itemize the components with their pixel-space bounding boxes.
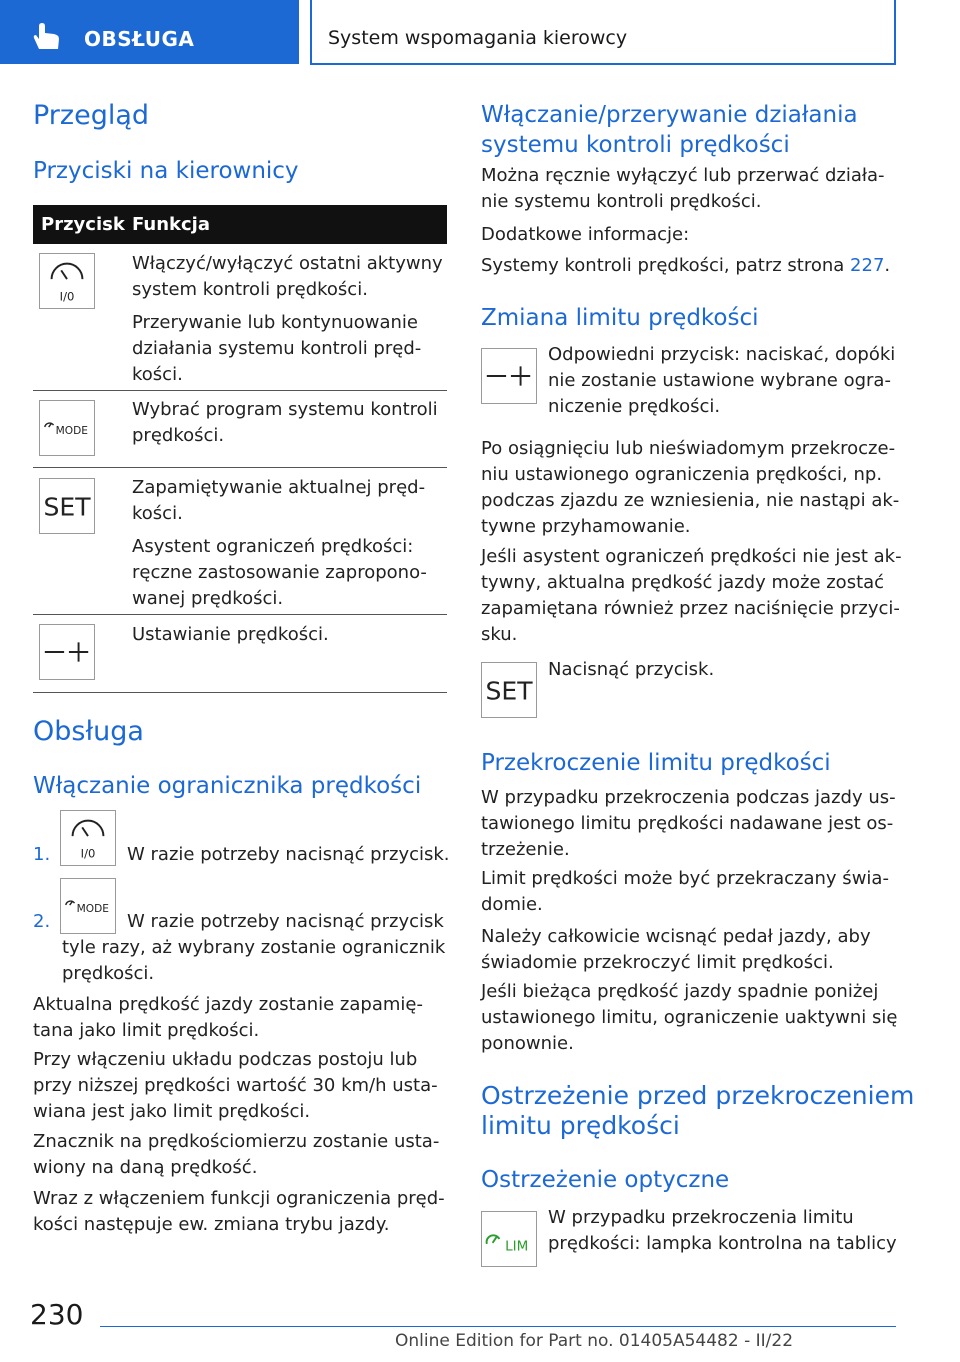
section-tab[interactable] xyxy=(0,0,299,64)
paragraph: Po osiągnięciu lub nieświadomym przekrocze- niu ustawionego ograniczenia prędkości, np. podczas zjazdu ze wzniesienia, nie nastąpi ak- tywne przyhamowanie. xyxy=(481,438,900,537)
paragraph: Jeśli asystent ograniczeń prędkości nie jest ak- tywny, aktualna prędkość jazdy może zostać zapamiętana również przez naciśnięcie przyci- sku. xyxy=(481,546,902,645)
section-tab-label: OBSŁUGA xyxy=(84,27,195,51)
table-row-1-text: Włączyć/wyłączyć ostatni aktywny system kontroli prędkości. Przerywanie lub kontynuowanie działania systemu kontroli pręd- kości. xyxy=(132,253,443,385)
onoff-icon-label: I/0 xyxy=(59,289,75,304)
hand-pointer-icon xyxy=(30,22,64,52)
change-heading: Zmiana limitu prędkości xyxy=(481,305,759,331)
change-text: Odpowiedni przycisk: naciskać, dopóki nie zostanie ustawione wybrane ogra- niczenie prędkości. xyxy=(548,344,896,417)
page-number: 230 xyxy=(30,1298,84,1331)
paragraph: Aktualna prędkość jazdy zostanie zapamię- tana jako limit prędkości. xyxy=(33,994,423,1041)
footer-rule xyxy=(100,1326,896,1327)
paragraph: Wraz z włączeniem funkcji ograniczenia pręd- kości następuje ew. zmiana trybu jazdy. xyxy=(33,1188,445,1235)
table-row-4-text: Ustawianie prędkości. xyxy=(132,624,329,645)
minus-plus-button-icon xyxy=(39,624,95,680)
onoff-button-icon xyxy=(60,810,116,866)
exceed-heading: Przekroczenie limitu prędkości xyxy=(481,750,831,776)
table-divider xyxy=(33,390,447,391)
operation-heading: Obsługa xyxy=(33,716,144,747)
lim-icon-label: LIM xyxy=(505,1238,529,1255)
table-row-3-text: Zapamiętywanie aktualnej pręd- kości. Asystent ograniczeń prędkości: ręczne zastosowanie zapropono- wanej prędkości. xyxy=(132,477,427,609)
set-icon-label: SET xyxy=(43,492,91,522)
paragraph: Należy całkowicie wcisnąć pedał jazdy, aby świadomie przekroczyć limit prędkości. xyxy=(481,926,871,973)
page-reference-link[interactable]: 227 xyxy=(850,255,885,276)
set-button-icon xyxy=(481,662,537,718)
onoff-button-icon xyxy=(39,253,95,309)
step-2-text-cont: tyle razy, aż wybrany zostanie ogranicznik prędkości. xyxy=(62,937,446,984)
paragraph: Przy włączeniu układu podczas postoju lub przy niższej prędkości wartość 30 km/h usta- wiana jest jako limit prędkości. xyxy=(33,1049,438,1122)
paragraph: Można ręcznie wyłączyć lub przerwać działa- nie systemu kontroli prędkości. xyxy=(481,165,885,212)
paragraph: W przypadku przekroczenia podczas jazdy us- tawionego limitu prędkości nadawane jest os- trzeżenie. xyxy=(481,787,896,860)
table-bottom-rule xyxy=(33,692,447,693)
table-divider xyxy=(33,467,447,468)
optical-heading: Ostrzeżenie optyczne xyxy=(481,1167,730,1193)
onoff-icon-label: I/0 xyxy=(80,846,96,861)
col-button-header: Przycisk xyxy=(41,214,125,235)
step-number: 2. xyxy=(33,911,51,932)
mode-button-icon xyxy=(60,878,116,934)
table-divider xyxy=(33,614,447,615)
table-row-2-text: Wybrać program systemu kontroli prędkości. xyxy=(132,399,438,446)
minus-plus-button-icon xyxy=(481,348,537,404)
step-1-text: W razie potrzeby nacisnąć przycisk. xyxy=(127,844,450,865)
overview-heading: Przegląd xyxy=(33,100,150,131)
set-button-icon xyxy=(39,478,95,534)
set-icon-label: SET xyxy=(485,676,533,706)
mode-button-icon xyxy=(39,400,95,456)
step-2-text: W razie potrzeby nacisnąć przycisk xyxy=(127,911,444,932)
paragraph: Jeśli bieżąca prędkość jazdy spadnie poniżej ustawionego limitu, ograniczenie uaktywni się ponownie. xyxy=(481,981,898,1054)
paragraph: Limit prędkości może być przekraczany świa- domie. xyxy=(481,868,889,915)
chapter-title: System wspomagania kierowcy xyxy=(328,27,628,49)
interrupt-heading: Włączanie/przerywanie działania systemu kontroli prędkości xyxy=(481,102,858,158)
paragraph: Dodatkowe informacje: xyxy=(481,224,690,245)
chapter-header xyxy=(310,0,896,65)
optical-text: W przypadku przekroczenia limitu prędkości: lampka kontrolna na tablicy xyxy=(548,1207,897,1254)
mode-icon-label: MODE xyxy=(55,424,88,437)
paragraph: Znacznik na prędkościomierzu zostanie usta- wiony na daną prędkość. xyxy=(33,1131,440,1178)
col-function-header: Funkcja xyxy=(132,214,210,235)
edition-note: Online Edition for Part no. 01405A54482 - II/22 xyxy=(395,1331,794,1351)
table-header xyxy=(33,205,447,244)
enable-heading: Włączanie ogranicznika prędkości xyxy=(33,773,422,799)
step-number: 1. xyxy=(33,844,51,865)
lim-indicator-icon xyxy=(481,1211,537,1267)
paragraph: Systemy kontroli prędkości, patrz strona 227. xyxy=(481,255,891,276)
mode-icon-label: MODE xyxy=(76,902,109,915)
warning-heading: Ostrzeżenie przed przekroczeniem limitu prędkości xyxy=(481,1081,915,1140)
press-text: Nacisnąć przycisk. xyxy=(548,659,715,680)
buttons-heading: Przyciski na kierownicy xyxy=(33,158,299,184)
